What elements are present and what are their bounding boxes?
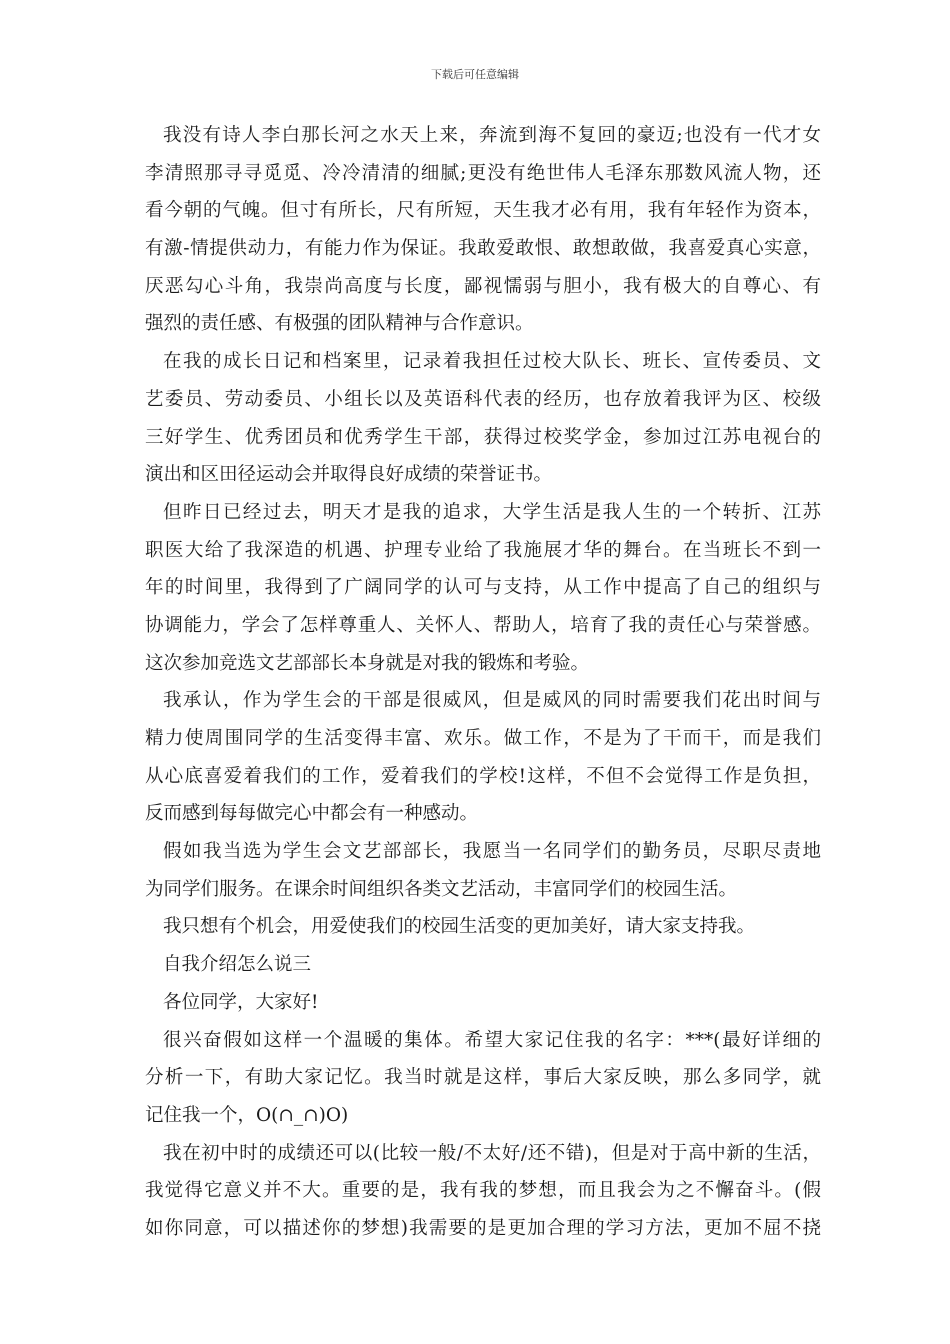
text-line: 但昨日已经过去，明天才是我的追求，大学生活是我人生的一个转折、江苏 [163, 501, 821, 523]
text-line: 我承认，作为学生会的干部是很威风，但是威风的同时需要我们花出时间与 [163, 690, 821, 712]
text-line: 看今朝的气魄。但寸有所长，尺有所短，天生我才必有用，我有年轻作为资本， [145, 200, 821, 222]
text-line: 很兴奋假如这样一个温暖的集体。希望大家记住我的名字：***(最好详细的 [163, 1029, 821, 1051]
text-line: 分析一下，有助大家记忆。我当时就是这样，事后大家反映，那么多同学，就 [145, 1067, 821, 1089]
text-line: 强烈的责任感、有极强的团队精神与合作意识。 [145, 313, 534, 335]
text-line: 记住我一个，O(∩_∩)O) [145, 1104, 349, 1126]
text-line: 协调能力，学会了怎样尊重人、关怀人、帮助人，培育了我的责任心与荣誉感。 [145, 614, 821, 636]
text-line: 各位同学，大家好! [163, 991, 319, 1013]
text-line: 在我的成长日记和档案里，记录着我担任过校大队长、班长、宣传委员、文 [163, 351, 821, 373]
text-line: 精力使周围同学的生活变得丰富、欢乐。做工作，不是为了干而干，而是我们 [145, 728, 821, 749]
text-line: 从心底喜爱着我们的工作，爱着我们的学校!这样，不但不会觉得工作是负担， [145, 765, 821, 787]
text-line: 我没有诗人李白那长河之水天上来，奔流到海不复回的豪迈;也没有一代才女 [163, 125, 821, 146]
text-line: 艺委员、劳动委员、小组长以及英语科代表的经历，也存放着我评为区、校级 [145, 388, 821, 410]
text-line: 为同学们服务。在课余时间组织各类文艺活动，丰富同学们的校园生活。 [145, 878, 738, 900]
text-line: 假如我当选为学生会文艺部部长，我愿当一名同学们的勤务员，尽职尽责地 [163, 841, 821, 863]
text-line: 李清照那寻寻觅觅、冷冷清清的细腻;更没有绝世伟人毛泽东那数风流人物，还 [145, 162, 821, 184]
page-header: 下载后可任意编辑 [431, 68, 519, 81]
text-line: 厌恶勾心斗角，我崇尚高度与长度，鄙视懦弱与胆小，我有极大的自尊心、有 [145, 275, 821, 297]
text-line: 有激-情提供动力，有能力作为保证。我敢爱敢恨、敢想敢做，我喜爱真心实意， [145, 238, 821, 260]
text-line: 这次参加竞选文艺部部长本身就是对我的锻炼和考验。 [145, 652, 590, 674]
text-line: 我只想有个机会，用爱使我们的校园生活变的更加美好，请大家支持我。 [163, 916, 756, 938]
text-line: 如你同意，可以描述你的梦想)我需要的是更加合理的学习方法，更加不屈不挠 [145, 1217, 821, 1239]
text-line: 演出和区田径运动会并取得良好成绩的荣誉证书。 [145, 464, 553, 486]
text-line: 年的时间里，我得到了广阔同学的认可与支持，从工作中提高了自己的组织与 [145, 577, 821, 599]
text-line: 职医大给了我深造的机遇、护理专业给了我施展才华的舞台。在当班长不到一 [145, 539, 821, 561]
text-line: 我在初中时的成绩还可以(比较一般/不太好/还不错)，但是对于高中新的生活， [163, 1142, 821, 1164]
text-line: 三好学生、优秀团员和优秀学生干部，获得过校奖学金，参加过江苏电视台的 [145, 426, 821, 448]
text-line: 我觉得它意义并不大。重要的是，我有我的梦想，而且我会为之不懈奋斗。(假 [145, 1180, 821, 1202]
section-heading: 自我介绍怎么说三 [163, 954, 312, 976]
text-line: 反而感到每每做完心中都会有一种感动。 [145, 803, 479, 825]
document-body [145, 117, 821, 1248]
